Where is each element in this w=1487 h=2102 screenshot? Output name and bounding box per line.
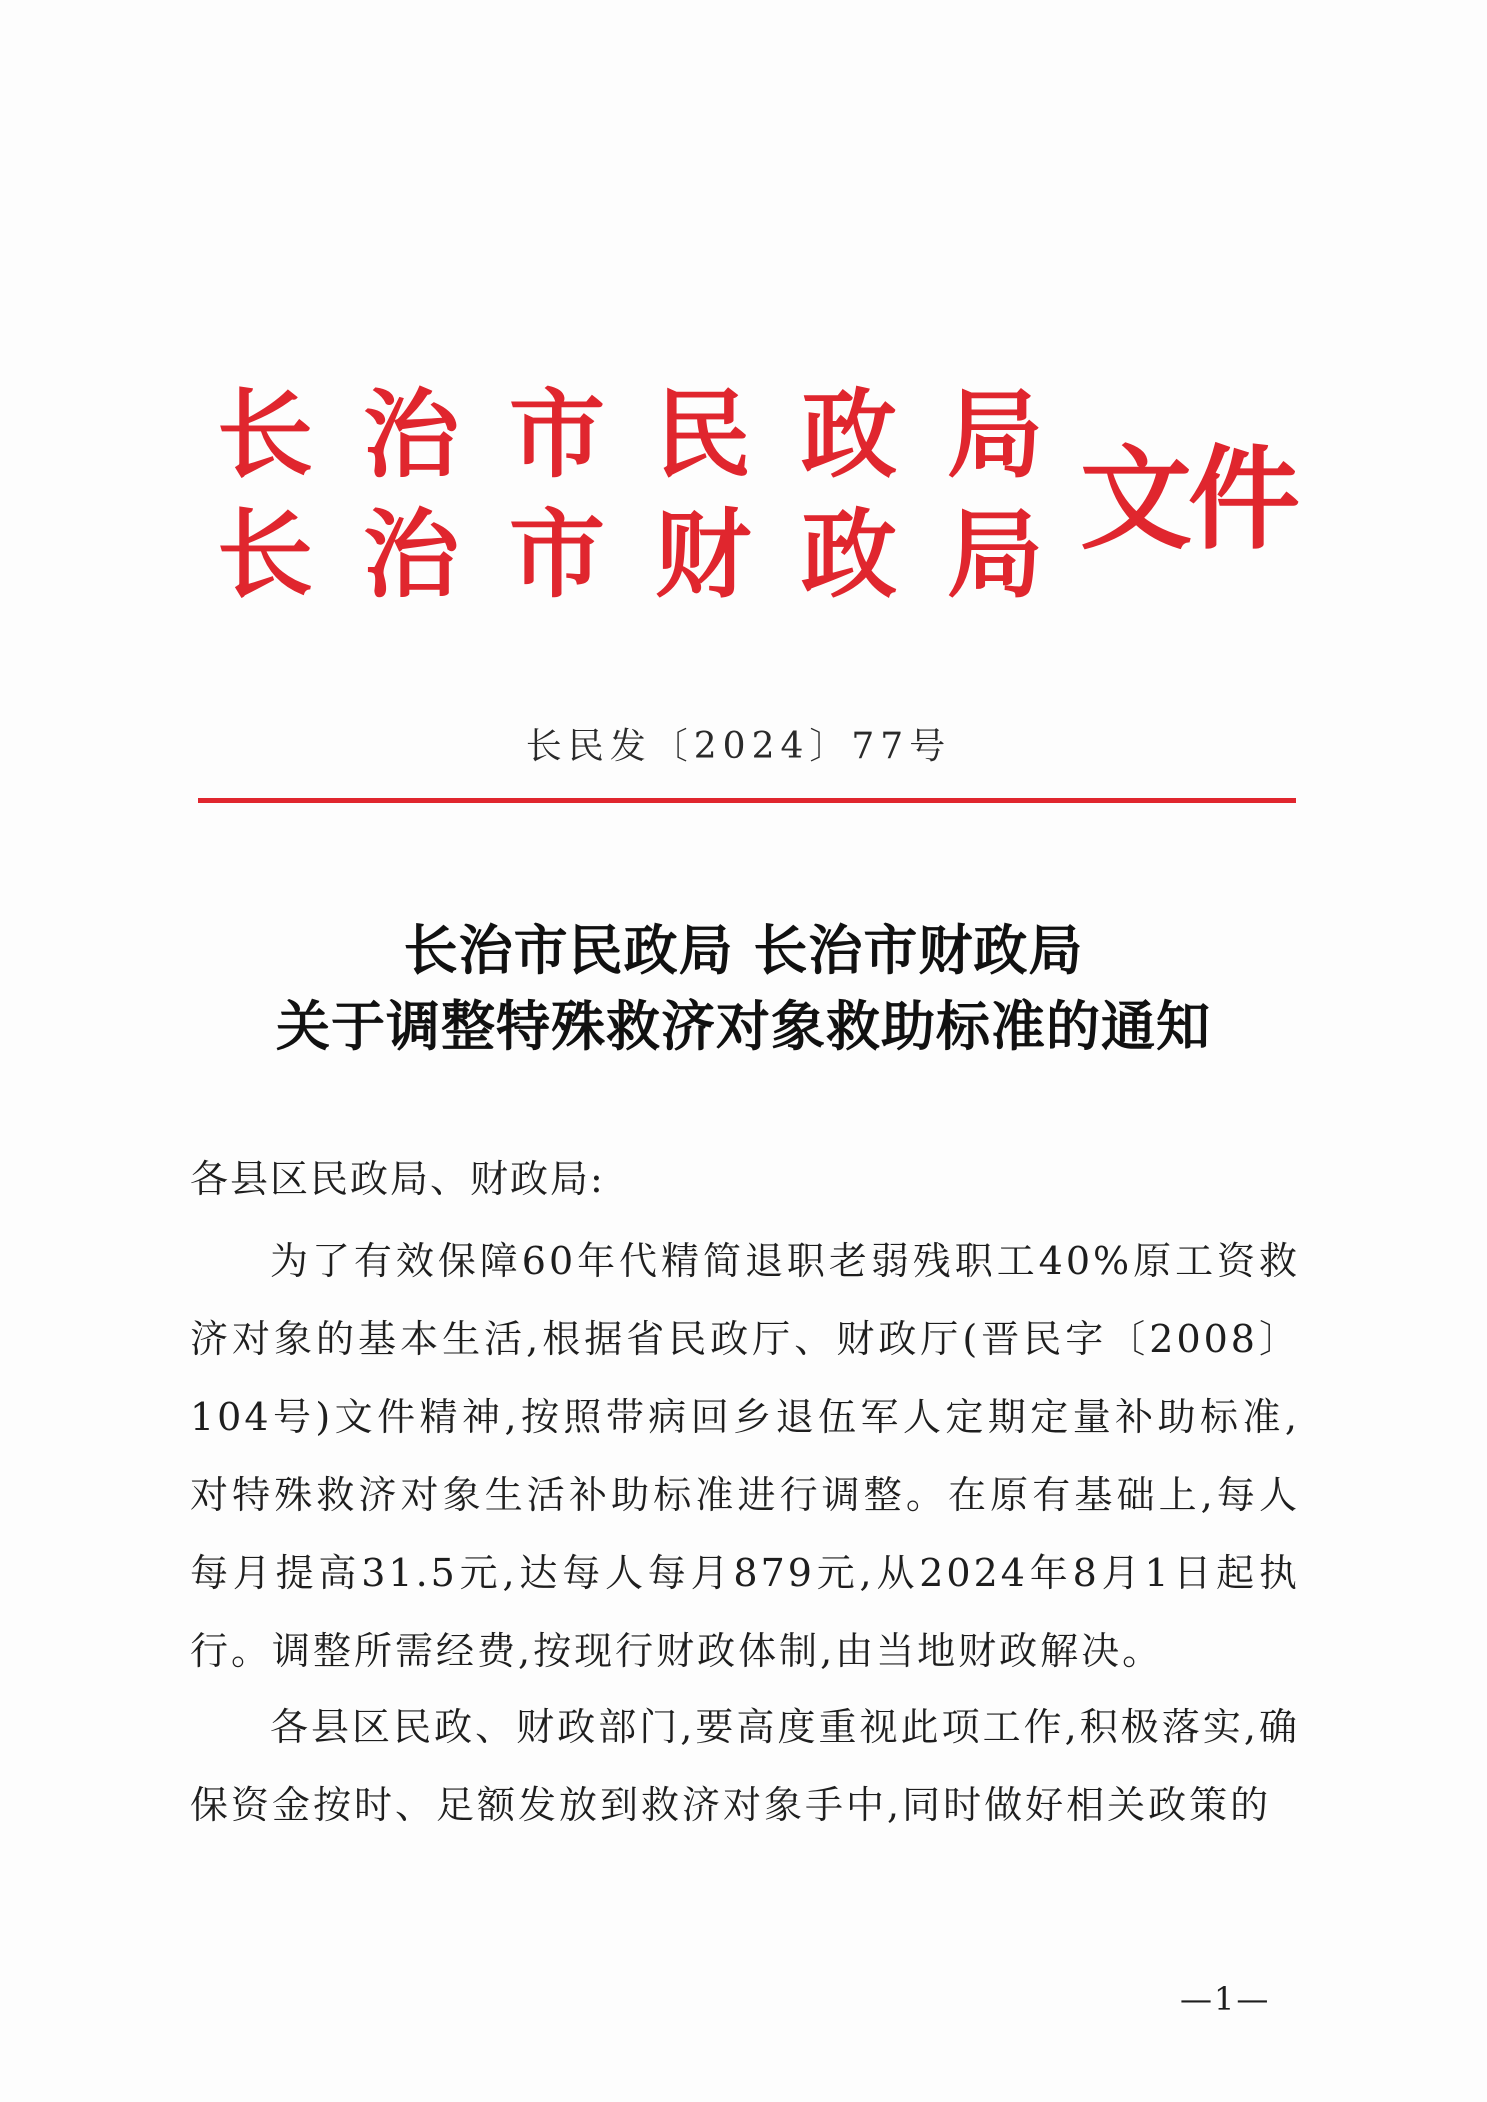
letterhead-char: 治	[363, 498, 459, 611]
letterhead-char: 民	[655, 378, 751, 491]
document-number	[0, 718, 1487, 769]
letterhead-char: 政	[801, 498, 897, 611]
page-number: —1—	[1180, 1980, 1271, 2018]
document-number-text: 长民发〔2024〕77号	[525, 726, 952, 767]
body-paragraph: 为了有效保障60年代精简退职老弱残职工40%原工资救济对象的基本生活,根据省民政厅、财政厅(晋民字〔2008〕104号)文件精神,按照带病回乡退伍军人定期定量补助标准,对特殊救济对象生活补助标准进行调整。在原有基础上,每人每月提高31.5元,达每人每月879元,从2024年8月1日起执行。调整所需经费,按现行财政体制,由当地财政解决。	[190, 1239, 1300, 1673]
letterhead-char: 长	[217, 498, 313, 611]
letterhead-char: 长	[217, 378, 313, 491]
letterhead-char: 政	[801, 378, 897, 491]
letterhead-char: 局	[947, 378, 1043, 491]
letterhead-char: 治	[363, 378, 459, 491]
letterhead-document-suffix: 文件	[1080, 434, 1296, 565]
body-paragraph: 各县区民政、财政部门,要高度重视此项工作,积极落实,确保资金按时、足额发放到救济对象手中,同时做好相关政策的	[190, 1705, 1300, 1827]
salutation: 各县区民政局、财政局:	[190, 1157, 605, 1201]
document-title-subject: 关于调整特殊救济对象救助标准的通知	[276, 995, 1211, 1058]
letterhead-finance-bureau	[210, 500, 1050, 610]
letterhead-char: 市	[509, 378, 605, 491]
letterhead-char: 局	[947, 498, 1043, 611]
letterhead	[210, 378, 1296, 620]
letterhead-civil-affairs-bureau	[210, 380, 1050, 490]
red-divider-line	[198, 798, 1296, 803]
letterhead-char: 财	[655, 498, 751, 611]
document-title-issuers: 长治市民政局 长治市财政局	[403, 919, 1084, 982]
letterhead-char: 市	[509, 498, 605, 611]
